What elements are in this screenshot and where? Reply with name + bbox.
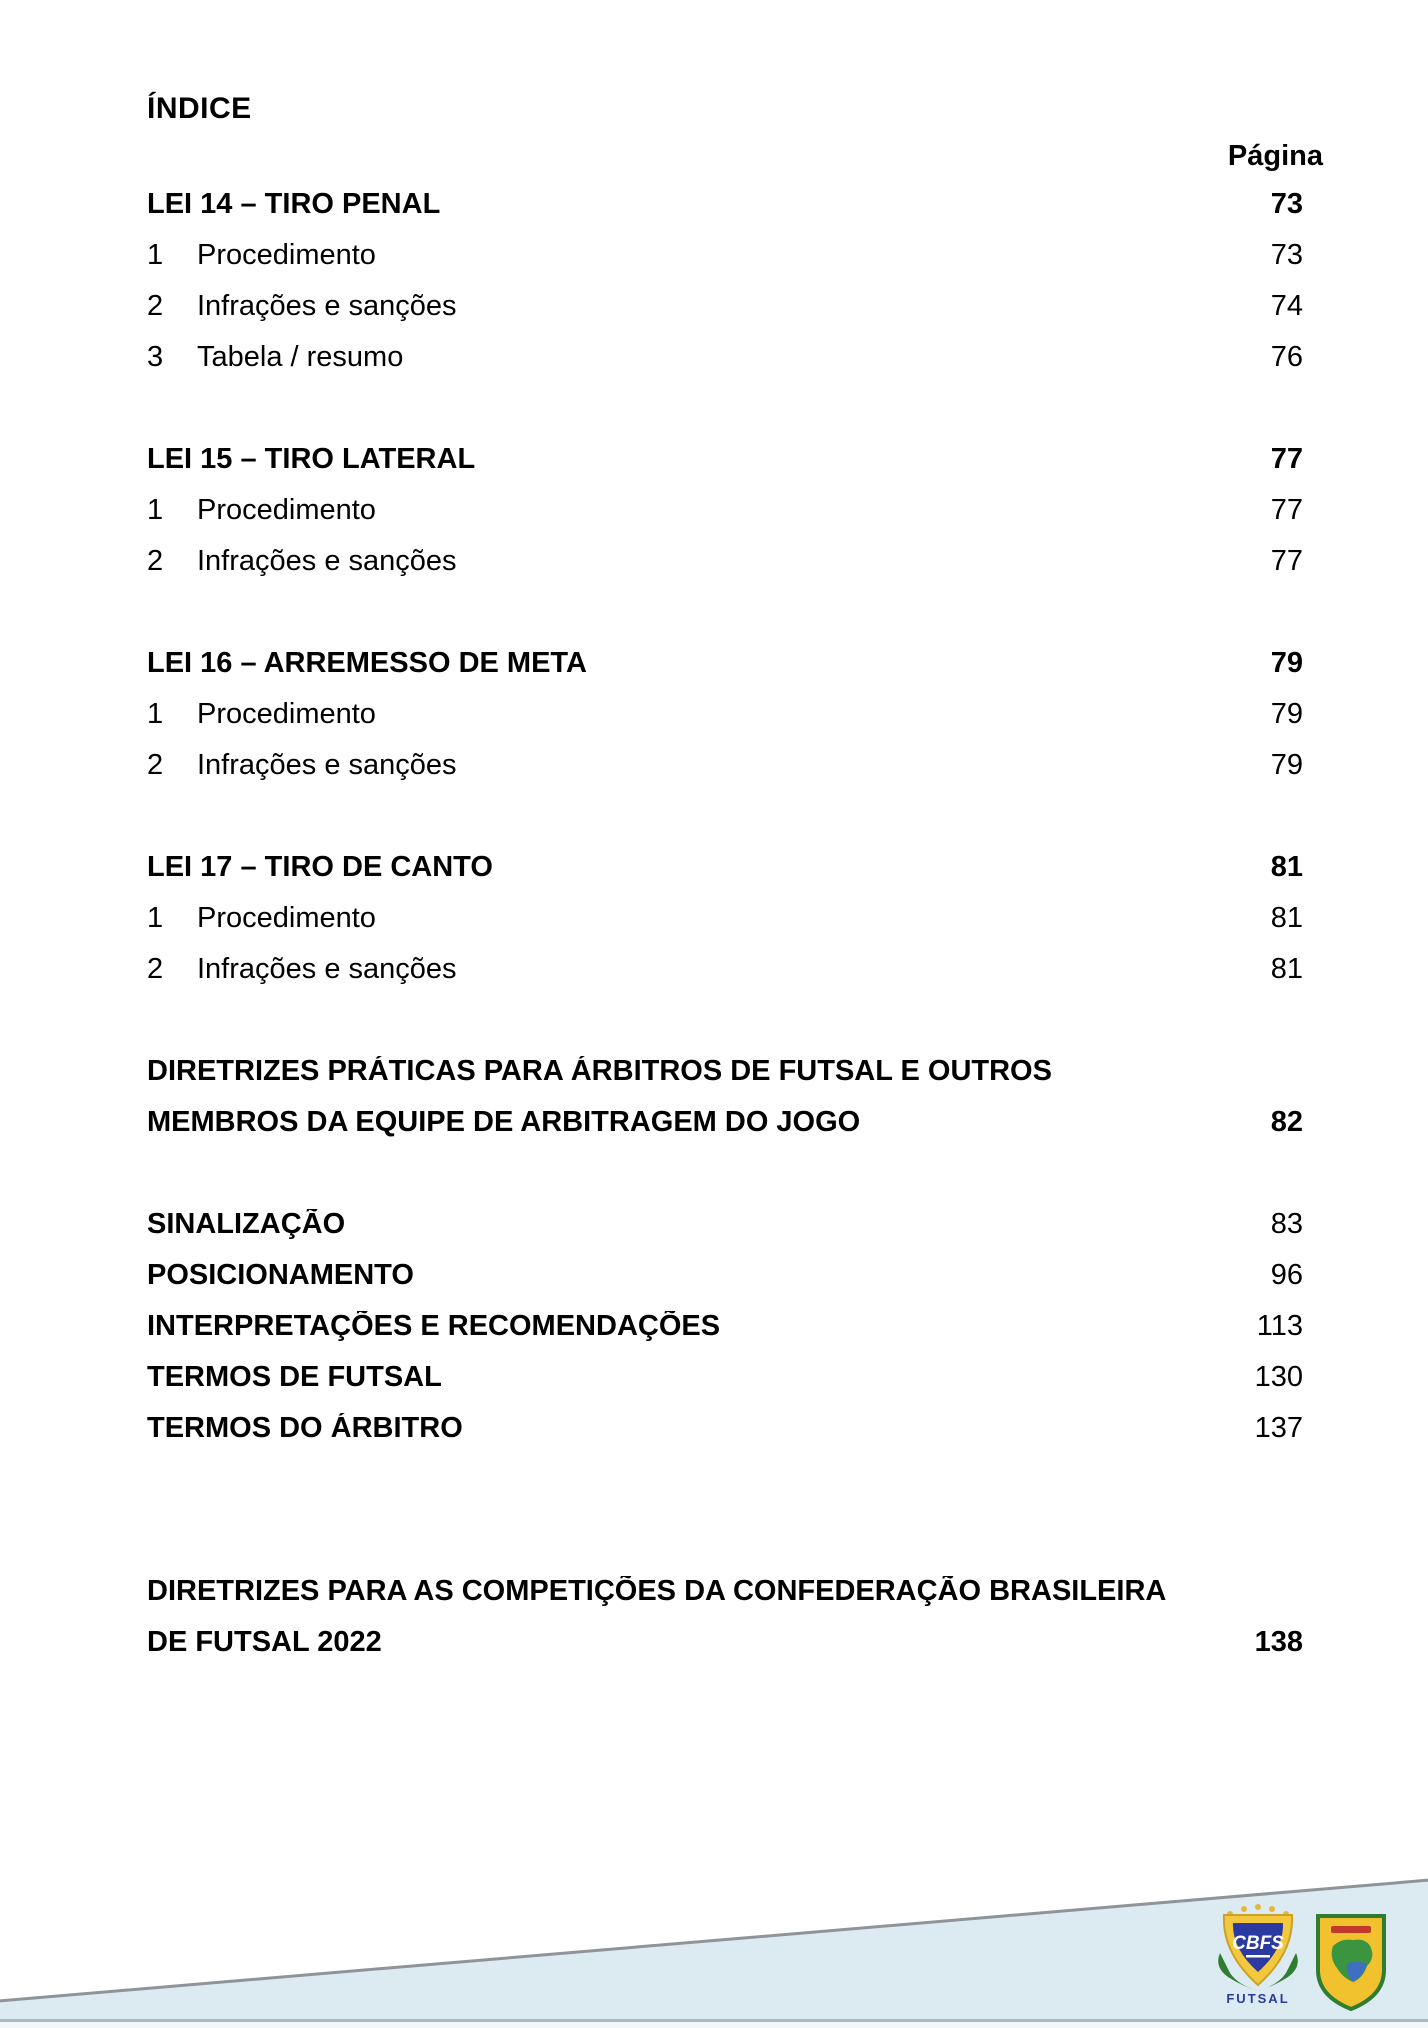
toc-item-number: 2 — [147, 748, 164, 781]
toc-row — [147, 893, 1303, 944]
toc-item-label: Procedimento — [197, 239, 376, 271]
toc-row — [147, 1403, 1303, 1454]
toc-item-number: 1 — [147, 901, 164, 934]
brasil-crest-top-text — [1331, 1926, 1371, 1933]
toc-row — [147, 1301, 1303, 1352]
toc-item-label: DIRETRIZES PRÁTICAS PARA ÁRBITROS DE FUTSAL E OUTROS — [147, 1055, 1052, 1087]
toc-item-label: DE FUTSAL 2022 — [147, 1626, 382, 1658]
toc-item-label: DIRETRIZES PARA AS COMPETIÇÕES DA CONFEDERAÇÃO BRASILEIRA — [147, 1575, 1167, 1607]
toc-row — [147, 1566, 1303, 1617]
toc-item-page: 96 — [1270, 1258, 1303, 1291]
toc-item-page: 130 — [1254, 1360, 1303, 1393]
toc-item-label: LEI 14 – TIRO PENAL — [147, 188, 441, 220]
toc-item-page: 81 — [1270, 850, 1303, 883]
toc-item-label: Infrações e sanções — [197, 545, 457, 577]
toc-item-label: POSICIONAMENTO — [147, 1259, 414, 1291]
toc-item-label: Procedimento — [197, 494, 376, 526]
toc-item-label: Tabela / resumo — [197, 341, 404, 373]
cbfs-futsal-wordmark: FUTSAL — [1226, 1991, 1290, 2006]
toc-item-label: Infrações e sanções — [197, 290, 457, 322]
toc-row — [147, 944, 1303, 995]
toc-item-number: 2 — [147, 952, 164, 985]
toc-item-number: 1 — [147, 697, 164, 730]
toc-row — [147, 536, 1303, 587]
toc-content — [147, 83, 1323, 1668]
toc-row — [147, 434, 1303, 485]
brasil-crest-logo — [1318, 1916, 1384, 2009]
toc-item-page: 76 — [1270, 340, 1303, 373]
toc-item-page: 77 — [1270, 544, 1303, 577]
toc-item-page: 79 — [1270, 697, 1303, 730]
toc-row — [147, 689, 1303, 740]
toc-item-page: 81 — [1270, 952, 1303, 985]
toc-item-number: 1 — [147, 238, 164, 271]
cbfs-underline — [1246, 1955, 1270, 1958]
toc-item-page: 83 — [1270, 1207, 1303, 1240]
toc-item-number: 1 — [147, 493, 164, 526]
toc-item-number: 2 — [147, 544, 164, 577]
toc-item-label: INTERPRETAÇÕES E RECOMENDAÇÕES — [147, 1310, 721, 1342]
toc-row — [147, 1046, 1303, 1097]
toc-item-label: Procedimento — [197, 698, 376, 730]
toc-row — [147, 1617, 1303, 1668]
toc-row — [147, 1352, 1303, 1403]
toc-item-page: 74 — [1270, 289, 1303, 322]
toc-item-number: 2 — [147, 289, 164, 322]
toc-row — [147, 638, 1303, 689]
page-column-header: Página — [1227, 140, 1323, 172]
toc-item-page: 82 — [1270, 1105, 1303, 1138]
toc-item-label: LEI 17 – TIRO DE CANTO — [147, 851, 493, 883]
toc-row — [147, 179, 1303, 230]
toc-row — [147, 842, 1303, 893]
toc-row — [147, 281, 1303, 332]
toc-row — [147, 485, 1303, 536]
toc-item-page: 113 — [1256, 1309, 1303, 1342]
toc-item-page: 77 — [1270, 442, 1303, 475]
cbfs-monogram: CBFS — [1232, 1933, 1284, 1954]
toc-item-number: 3 — [147, 340, 164, 373]
bottom-strip — [0, 2022, 1428, 2028]
toc-item-page: 77 — [1270, 493, 1303, 526]
toc-row — [147, 740, 1303, 791]
toc-item-page: 73 — [1270, 187, 1303, 220]
toc-item-label: SINALIZAÇÃO — [147, 1208, 346, 1240]
toc-item-label: Infrações e sanções — [197, 953, 457, 985]
toc-item-page: 73 — [1270, 238, 1303, 271]
toc-item-label: TERMOS DE FUTSAL — [147, 1361, 442, 1393]
toc-item-label: LEI 16 – ARREMESSO DE META — [147, 647, 587, 679]
toc-row — [147, 1097, 1303, 1148]
page-title: ÍNDICE — [147, 91, 252, 125]
toc-row — [147, 1250, 1303, 1301]
footer-decoration — [0, 1800, 1428, 2028]
toc-list — [147, 179, 1303, 1668]
toc-item-label: MEMBROS DA EQUIPE DE ARBITRAGEM DO JOGO — [147, 1106, 861, 1138]
toc-item-page: 79 — [1270, 646, 1303, 679]
bottom-rule — [0, 2019, 1428, 2022]
toc-row — [147, 332, 1303, 383]
toc-item-page: 137 — [1254, 1411, 1303, 1444]
toc-item-page: 138 — [1254, 1625, 1303, 1658]
toc-item-label: Infrações e sanções — [197, 749, 457, 781]
diagonal-band — [0, 1880, 1428, 2028]
toc-row — [147, 1199, 1303, 1250]
toc-item-label: TERMOS DO ÁRBITRO — [147, 1412, 463, 1444]
toc-item-label: LEI 15 – TIRO LATERAL — [147, 443, 476, 475]
toc-row — [147, 230, 1303, 281]
toc-item-label: Procedimento — [197, 902, 376, 934]
toc-item-page: 81 — [1270, 901, 1303, 934]
toc-item-page: 79 — [1270, 748, 1303, 781]
